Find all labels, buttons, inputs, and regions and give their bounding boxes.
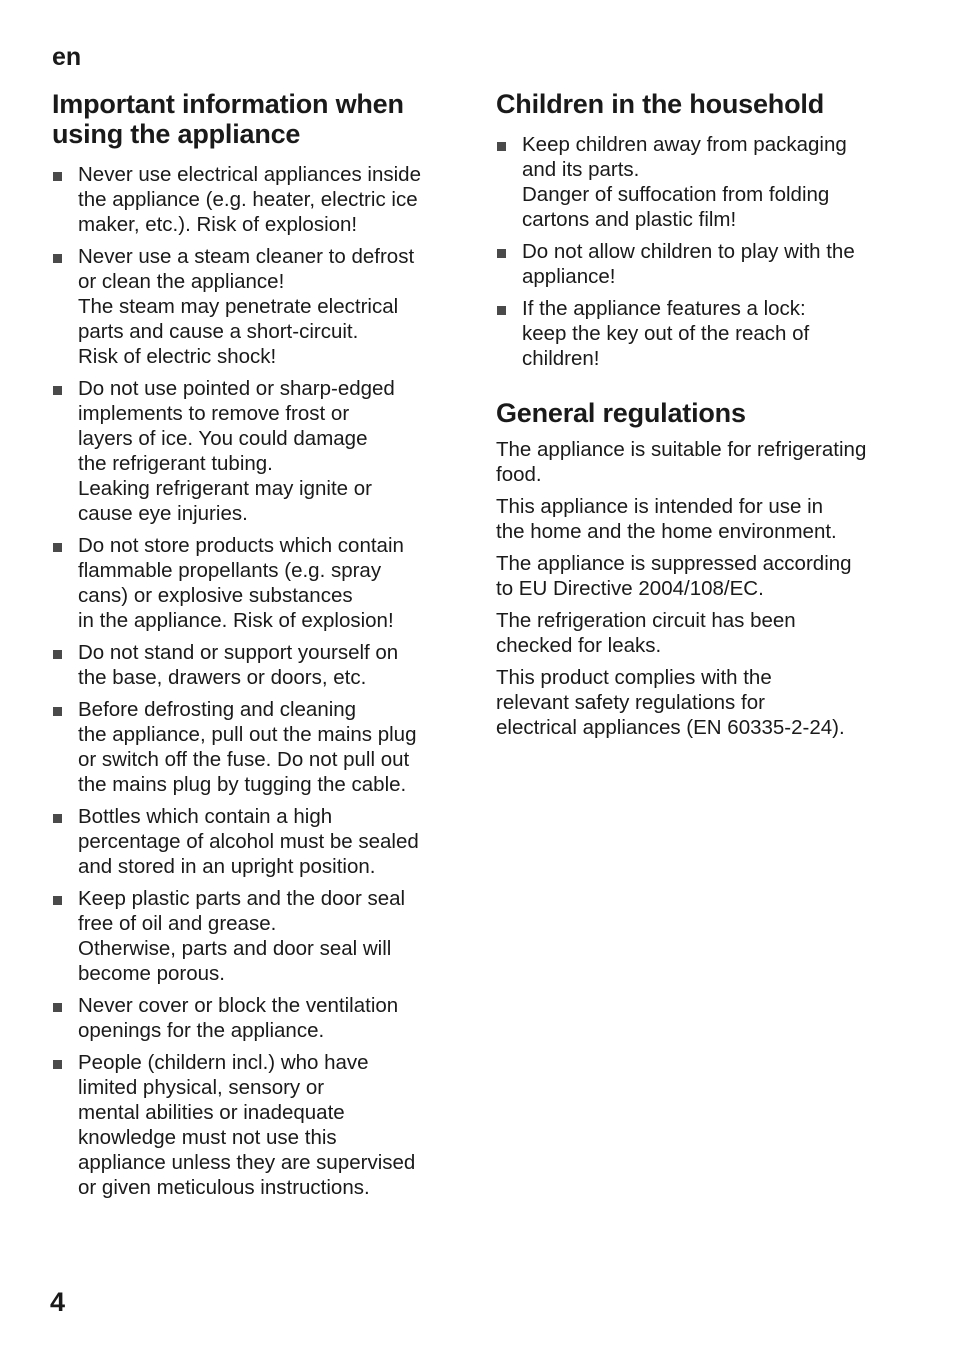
children-list [496,132,916,371]
list-item [52,993,462,1043]
list-item-text-line: appliance unless they are supervised [78,1151,416,1174]
list-item-text-line: Leaking refrigerant may ignite or [78,477,372,500]
paragraph-text-line: The appliance is suppressed according [496,552,852,575]
square-bullet-icon [497,249,506,258]
list-item-text-line: People (childern incl.) who have [78,1051,369,1074]
section-title-children: Children in the household [496,89,824,119]
list-item-text-line: If the appliance features a lock: [522,297,806,320]
list-item-text-line: or clean the appliance! [78,270,285,293]
paragraph-text-line: The refrigeration circuit has been [496,609,796,632]
list-item-text-line: Keep plastic parts and the door seal [78,887,406,910]
paragraph [496,551,916,601]
paragraph [496,665,916,740]
right-column [496,89,916,747]
paragraph [496,494,916,544]
list-item-text-line: the mains plug by tugging the cable. [78,773,407,796]
paragraph-text-line: food. [496,463,542,486]
paragraph-text-line: relevant safety regulations for [496,691,765,714]
paragraph [496,608,916,658]
list-item-text-line: Otherwise, parts and door seal will [78,937,392,960]
list-item-text-line: The steam may penetrate electrical [78,295,399,318]
list-item-text-line: flammable propellants (e.g. spray [78,559,382,582]
list-item-text-line: become porous. [78,962,226,985]
list-item-text-line: keep the key out of the reach of [522,322,810,345]
square-bullet-icon [53,172,62,181]
square-bullet-icon [53,814,62,823]
list-item-text-line: parts and cause a short-circuit. [78,320,359,343]
list-item-text-line: or given meticulous instructions. [78,1176,370,1199]
title-line: Important information when [52,89,404,119]
paragraph-text-line: This appliance is intended for use in [496,495,824,518]
list-item-text-line: knowledge must not use this [78,1126,337,1149]
square-bullet-icon [53,1003,62,1012]
list-item [52,533,462,633]
paragraph-text-line: The appliance is suitable for refrigerating [496,438,867,461]
list-item-text-line: implements to remove frost or [78,402,350,425]
list-item-text-line: Do not use pointed or sharp-edged [78,377,395,400]
list-item-text-line: appliance! [522,265,616,288]
paragraph-text-line: the home and the home environment. [496,520,837,543]
list-item [52,804,462,879]
list-item-text-line: children! [522,347,600,370]
list-item-text-line: layers of ice. You could damage [78,427,368,450]
square-bullet-icon [53,1060,62,1069]
left-column [52,89,462,1207]
list-item-text-line: Before defrosting and cleaning [78,698,357,721]
list-item [496,239,916,289]
section-title-general-regulations: General regulations [496,398,746,428]
paragraph-text-line: checked for leaks. [496,634,662,657]
list-item-text-line: Bottles which contain a high [78,805,333,828]
list-item-text-line: the refrigerant tubing. [78,452,273,475]
list-item-text-line: percentage of alcohol must be sealed [78,830,419,853]
list-item-text-line: Do not stand or support yourself on [78,641,399,664]
list-item-text-line: Keep children away from packaging [522,133,847,156]
section-title-important-information [52,89,462,149]
list-item [52,162,462,237]
list-item [496,296,916,371]
square-bullet-icon [53,650,62,659]
page-number: 4 [50,1287,66,1317]
list-item-text-line: cartons and plastic film! [522,208,737,231]
list-item-text-line: Danger of suffocation from folding [522,183,830,206]
list-item-text-line: the base, drawers or doors, etc. [78,666,367,689]
list-item-text-line: cans) or explosive substances [78,584,353,607]
square-bullet-icon [497,142,506,151]
list-item-text-line: Never use electrical appliances inside [78,163,421,186]
square-bullet-icon [53,896,62,905]
list-item-text-line: Do not store products which contain [78,534,404,557]
list-item-text-line: Do not allow children to play with the [522,240,855,263]
paragraph [496,437,916,487]
list-item-text-line: Never cover or block the ventilation [78,994,399,1017]
list-item-text-line: cause eye injuries. [78,502,248,525]
list-item-text-line: in the appliance. Risk of explosion! [78,609,394,632]
list-item-text-line: Risk of electric shock! [78,345,277,368]
title-line: using the appliance [52,119,301,149]
list-item [52,697,462,797]
list-item-text-line: the appliance, pull out the mains plug [78,723,417,746]
list-item [52,1050,462,1200]
list-item-text-line: limited physical, sensory or [78,1076,325,1099]
list-item [52,640,462,690]
paragraph-text-line: to EU Directive 2004/108/EC. [496,577,764,600]
language-code: en [52,43,82,71]
list-item-text-line: free of oil and grease. [78,912,277,935]
list-item [496,132,916,232]
important-information-list [52,162,462,1200]
paragraph-text-line: electrical appliances (EN 60335-2-24). [496,716,845,739]
paragraph-text-line: This product complies with the [496,666,772,689]
square-bullet-icon [53,543,62,552]
list-item [52,244,462,369]
square-bullet-icon [53,386,62,395]
list-item-text-line: mental abilities or inadequate [78,1101,345,1124]
list-item-text-line: openings for the appliance. [78,1019,325,1042]
list-item-text-line: Never use a steam cleaner to defrost [78,245,415,268]
list-item-text-line: or switch off the fuse. Do not pull out [78,748,410,771]
list-item-text-line: the appliance (e.g. heater, electric ice [78,188,418,211]
list-item [52,886,462,986]
square-bullet-icon [53,254,62,263]
list-item [52,376,462,526]
general-regulations-body [496,437,916,740]
list-item-text-line: and stored in an upright position. [78,855,376,878]
list-item-text-line: and its parts. [522,158,640,181]
square-bullet-icon [53,707,62,716]
square-bullet-icon [497,306,506,315]
list-item-text-line: maker, etc.). Risk of explosion! [78,213,358,236]
